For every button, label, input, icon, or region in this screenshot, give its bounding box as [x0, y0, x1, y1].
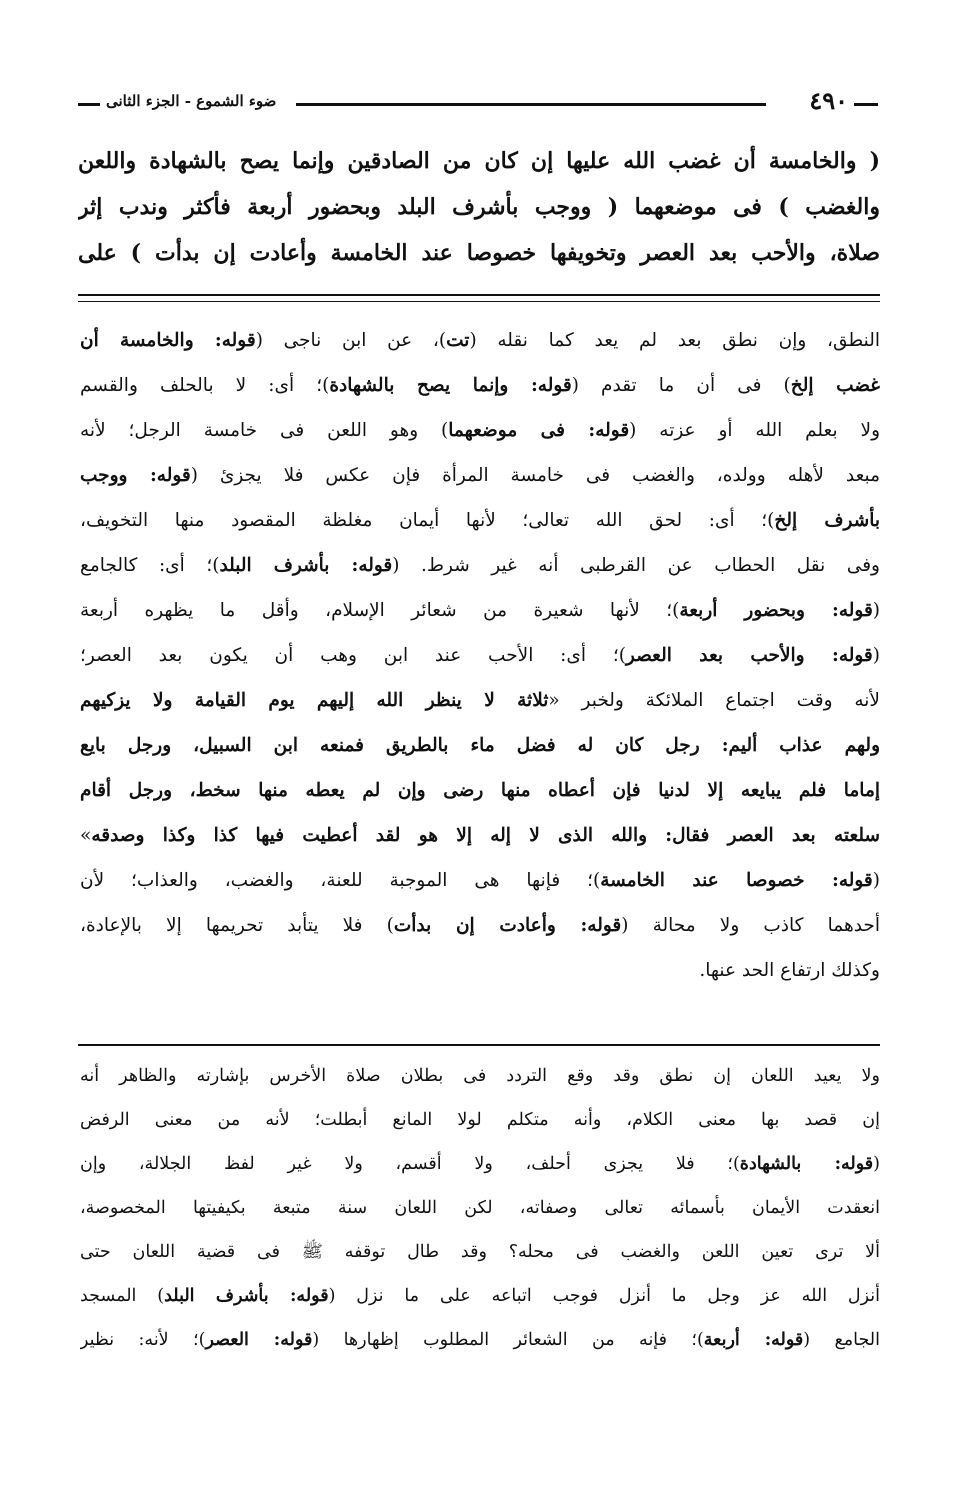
commentary-line [80, 768, 880, 813]
bold-quote-segment: قوله: ووجب [80, 465, 191, 486]
text-segment: ( [872, 600, 880, 621]
page-number: ٤٩٠ [809, 86, 848, 115]
main-text-line: والغضب ) فى موضعهما ( ووجب بأشرف البلد وبحضور أربعة فأكثر وندب إثر [78, 194, 880, 220]
bold-quote-segment: قوله: بالشهادة [739, 1154, 874, 1174]
commentary-line [80, 588, 880, 633]
commentary-text [80, 318, 880, 993]
commentary-line [80, 948, 880, 993]
text-segment: أنزل الله عز وجل ما أنزل فوجب اتباعه على ما نزل ( [328, 1286, 880, 1306]
text-segment: )؛ أى: كالجامع [80, 555, 220, 576]
bold-quote-segment: ولهم عذاب أليم: رجل كان له فضل ماء بالطريق فمنعه ابن السبيل، ورجل بايع [80, 735, 880, 756]
bold-quote-segment: تت [446, 330, 470, 351]
footnote-line [80, 1318, 880, 1362]
text-segment: )؛ فإنه من الشعائر المطلوب إظهارها ( [312, 1330, 704, 1350]
bold-quote-segment: سلعته بعد العصر فقال: والله الذى لا إله إلا هو لقد أعطيت فيها كذا وكذا وصدقه [91, 825, 880, 846]
text-segment: )؛ أى: لحق الله تعالى؛ لأنها أيمان مغلظة المقصود منها التخويف، [80, 510, 775, 531]
main-text [78, 138, 880, 276]
text-segment: ( [873, 1154, 880, 1174]
commentary-line [80, 678, 880, 723]
text-segment: )؛ لأنها شعيرة من شعائر الإسلام، وأقل ما يظهره أربعة [80, 600, 680, 621]
commentary-line [80, 633, 880, 678]
text-segment: وكذلك ارتفاع الحد عنها. [699, 960, 880, 981]
text-segment: ) المسجد [80, 1286, 165, 1306]
text-segment: )؛ فإنها هى الموجبة للعنة، والغضب، والعذاب؛ لأن [80, 870, 601, 891]
main-text-line: ( والخامسة أن غضب الله عليها إن كان من الصادقين وإنما يصح بالشهادة واللعن [78, 148, 880, 174]
footnote-line [80, 1274, 880, 1318]
header-rule-middle [296, 103, 766, 106]
commentary-line [80, 408, 880, 453]
text-segment: ولا يعيد اللعان إن نطق وقد وقع التردد فى بطلان صلاة الأخرس بإشارته والظاهر أنه [80, 1066, 880, 1086]
text-segment: )؛ لأنه: نظير [80, 1330, 206, 1350]
footnote-line [80, 1098, 880, 1142]
commentary-line [80, 453, 880, 498]
commentary-line [80, 543, 880, 588]
bold-quote-segment: قوله: خصوصا عند الخامسة [600, 870, 873, 891]
bold-quote-segment: قوله: بأشرف البلد [164, 1286, 329, 1306]
text-segment: مبعد لأهله وولده، والغضب فى خامسة المرأة فإن عكس فلا يجزئ ( [190, 465, 880, 486]
bold-quote-segment: قوله: فى موضعهما [448, 420, 630, 441]
text-segment: أحدهما كاذب ولا محالة ( [621, 915, 880, 936]
text-segment: ولا بعلم الله أو عزته ( [629, 420, 880, 441]
text-segment: ) فى أن ما تقدم ( [571, 375, 791, 396]
commentary-line [80, 723, 880, 768]
footnote-line [80, 1186, 880, 1230]
bold-quote-segment: قوله: وبحضور أربعة [679, 600, 873, 621]
text-segment: النطق، وإن نطق بعد لم يعد كما نقله ( [469, 330, 880, 351]
footnote-separator-rule [78, 1044, 880, 1046]
text-segment: )؛ أى: لا بالحلف والقسم [80, 375, 330, 396]
text-segment: إن قصد بها معنى الكلام، وأنه متكلم لولا المانع أبطلت؛ لأنه من معنى الرفض [80, 1110, 880, 1130]
running-header [78, 84, 878, 124]
commentary-line [80, 363, 880, 408]
bold-quote-segment: قوله: أربعة [703, 1330, 804, 1350]
commentary-line [80, 813, 880, 858]
bold-quote-segment: غضب إلخ [790, 375, 880, 396]
main-text-line: صلاة، والأحب بعد العصر وتخويفها خصوصا عند الخامسة وأعادت إن بدأت ) على [78, 240, 880, 266]
bold-quote-segment: قوله: وأعادت إن بدأت [393, 915, 622, 936]
text-segment: )، عن ابن ناجى ( [255, 330, 447, 351]
footnote-line [80, 1230, 880, 1274]
commentary-line [80, 858, 880, 903]
text-segment: ( [872, 870, 880, 891]
commentary-line [80, 318, 880, 363]
header-rule-right [854, 103, 878, 106]
text-segment: )؛ فلا يجزى أحلف، ولا أقسم، ولا غير لفظ الجلالة، وإن [80, 1154, 740, 1174]
bold-quote-segment: قوله: والخامسة أن [80, 330, 256, 351]
bold-quote-segment: قوله: بأشرف البلد [219, 555, 393, 576]
text-segment: لأنه وقت اجتماع الملائكة ولخبر « [548, 690, 880, 711]
text-segment: ألا ترى تعين اللعن والغضب فى محله؟ وقد طال توقفه ﷺ فى قضية اللعان حتى [80, 1242, 880, 1262]
commentary-line [80, 498, 880, 543]
bold-quote-segment: ثلاثة لا ينظر الله إليهم يوم القيامة ولا يزكيهم [80, 690, 549, 711]
text-segment: ) وهو اللعن فى خامسة الرجل؛ لأنه [80, 420, 449, 441]
commentary-line [80, 903, 880, 948]
double-separator-rule [78, 294, 880, 302]
bold-quote-segment: إماما فلم يبايعه إلا لدنيا فإن أعطاه منها رضى وإن لم يعطه منها سخط، ورجل أقام [80, 780, 880, 801]
running-title: ضوء الشموع - الجزء الثانى [106, 92, 277, 110]
text-segment: ) فلا يتأبد تحريمها إلا بالإعادة، [80, 915, 394, 936]
bold-quote-segment: بأشرف إلخ [774, 510, 880, 531]
bold-quote-segment: قوله: وإنما يصح بالشهادة [329, 375, 572, 396]
bold-quote-segment: قوله: العصر [205, 1330, 313, 1350]
text-segment: انعقدت الأيمان بأسمائه تعالى وصفاته، لكن اللعان سنة متبعة بكيفيتها المخصوصة، [80, 1198, 880, 1218]
text-segment: وفى نقل الحطاب عن القرطبى أنه غير شرط. ( [392, 555, 880, 576]
bold-quote-segment: قوله: والأحب بعد العصر [625, 645, 873, 666]
footnote-line [80, 1142, 880, 1186]
footnote-line [80, 1054, 880, 1098]
text-segment: )؛ أى: الأحب عند ابن وهب أن يكون بعد العصر؛ [80, 645, 626, 666]
text-segment: الجامع ( [803, 1330, 880, 1350]
header-rule-left [78, 103, 100, 106]
text-segment: ( [872, 645, 880, 666]
text-segment: » [80, 825, 92, 846]
footnote-text [80, 1054, 880, 1362]
